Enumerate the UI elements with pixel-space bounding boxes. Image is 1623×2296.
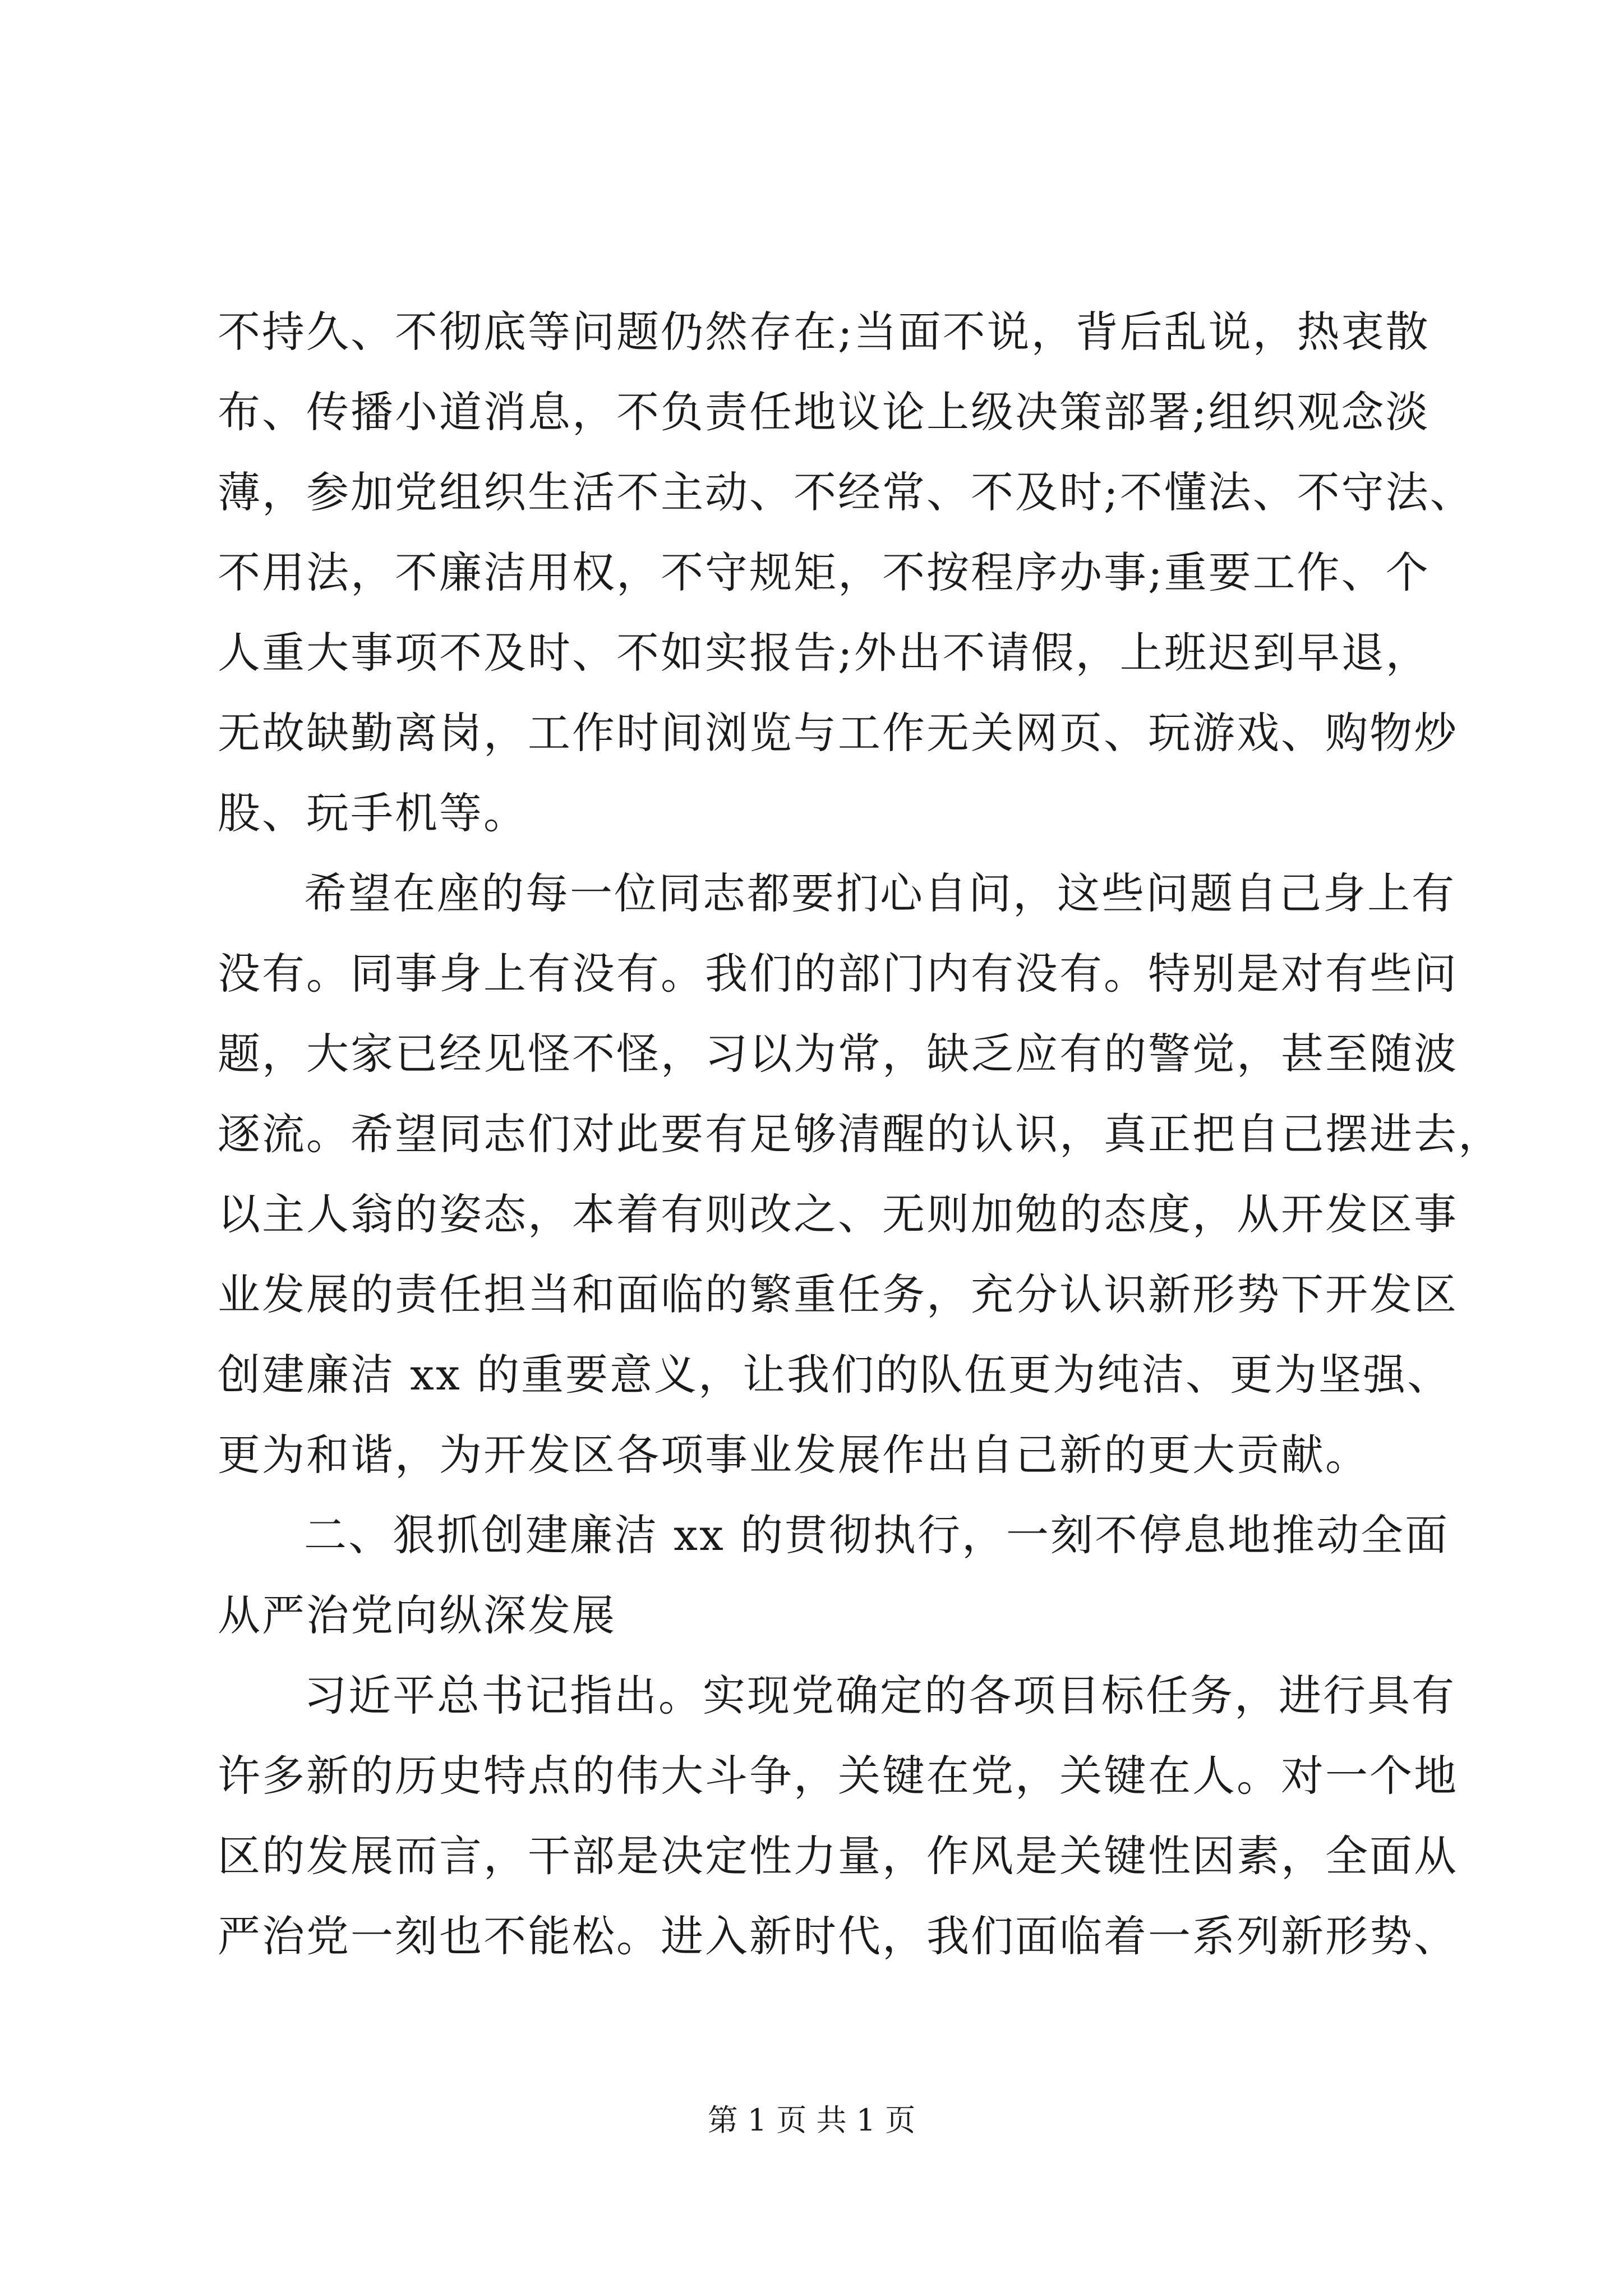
text-line: 不用法，不廉洁用权，不守规矩，不按程序办事;重要工作、个 <box>218 547 1430 597</box>
text-line: 不持久、不彻底等问题仍然存在;当面不说，背后乱说，热衷散 <box>218 307 1430 357</box>
page-footer: 第 1 页 共 1 页 <box>707 2102 916 2138</box>
text-line: 创建廉洁 xx 的重要意义，让我们的队伍更为纯洁、更为坚强、 <box>218 1350 1452 1400</box>
text-line: 业发展的责任担当和面临的繁重任务，充分认识新形势下开发区 <box>218 1269 1458 1319</box>
text-line: 股、玩手机等。 <box>218 788 528 838</box>
text-line: 逐流。希望同志们对此要有足够清醒的认识，真正把自己摆进去， <box>218 1109 1502 1159</box>
text-line: 以主人翁的姿态，本着有则改之、无则加勉的态度，从开发区事 <box>218 1189 1458 1239</box>
section-heading-line: 从严治党向纵深发展 <box>218 1590 616 1640</box>
paragraph-start-line: 希望在座的每一位同志都要扪心自问，这些问题自己身上有 <box>304 868 1456 918</box>
text-line: 严治党一刻也不能松。进入新时代，我们面临着一系列新形势、 <box>218 1911 1458 1961</box>
text-line: 更为和谐，为开发区各项事业发展作出自己新的更大贡献。 <box>218 1430 1370 1480</box>
text-line: 没有。同事身上有没有。我们的部门内有没有。特别是对有些问 <box>218 949 1458 999</box>
text-line: 区的发展而言，干部是决定性力量，作风是关键性因素，全面从 <box>218 1831 1458 1881</box>
text-line: 无故缺勤离岗，工作时间浏览与工作无关网页、玩游戏、购物炒 <box>218 708 1458 758</box>
paragraph-start-line: 习近平总书记指出。实现党确定的各项目标任务，进行具有 <box>304 1671 1456 1720</box>
document-body <box>218 292 1502 1976</box>
text-line: 布、传播小道消息，不负责任地议论上级决策部署;组织观念淡 <box>218 387 1430 437</box>
text-line: 题，大家已经见怪不怪，习以为常，缺乏应有的警觉，甚至随波 <box>218 1029 1458 1079</box>
text-line: 人重大事项不及时、不如实报告;外出不请假，上班迟到早退， <box>218 628 1430 678</box>
section-heading-line: 二、狠抓创建廉洁 xx 的贯彻执行，一刻不停息地推动全面 <box>304 1510 1450 1560</box>
text-line: 薄，参加党组织生活不主动、不经常、不及时;不懂法、不守法、 <box>218 467 1474 517</box>
text-line: 许多新的历史特点的伟大斗争，关键在党，关键在人。对一个地 <box>218 1751 1458 1801</box>
